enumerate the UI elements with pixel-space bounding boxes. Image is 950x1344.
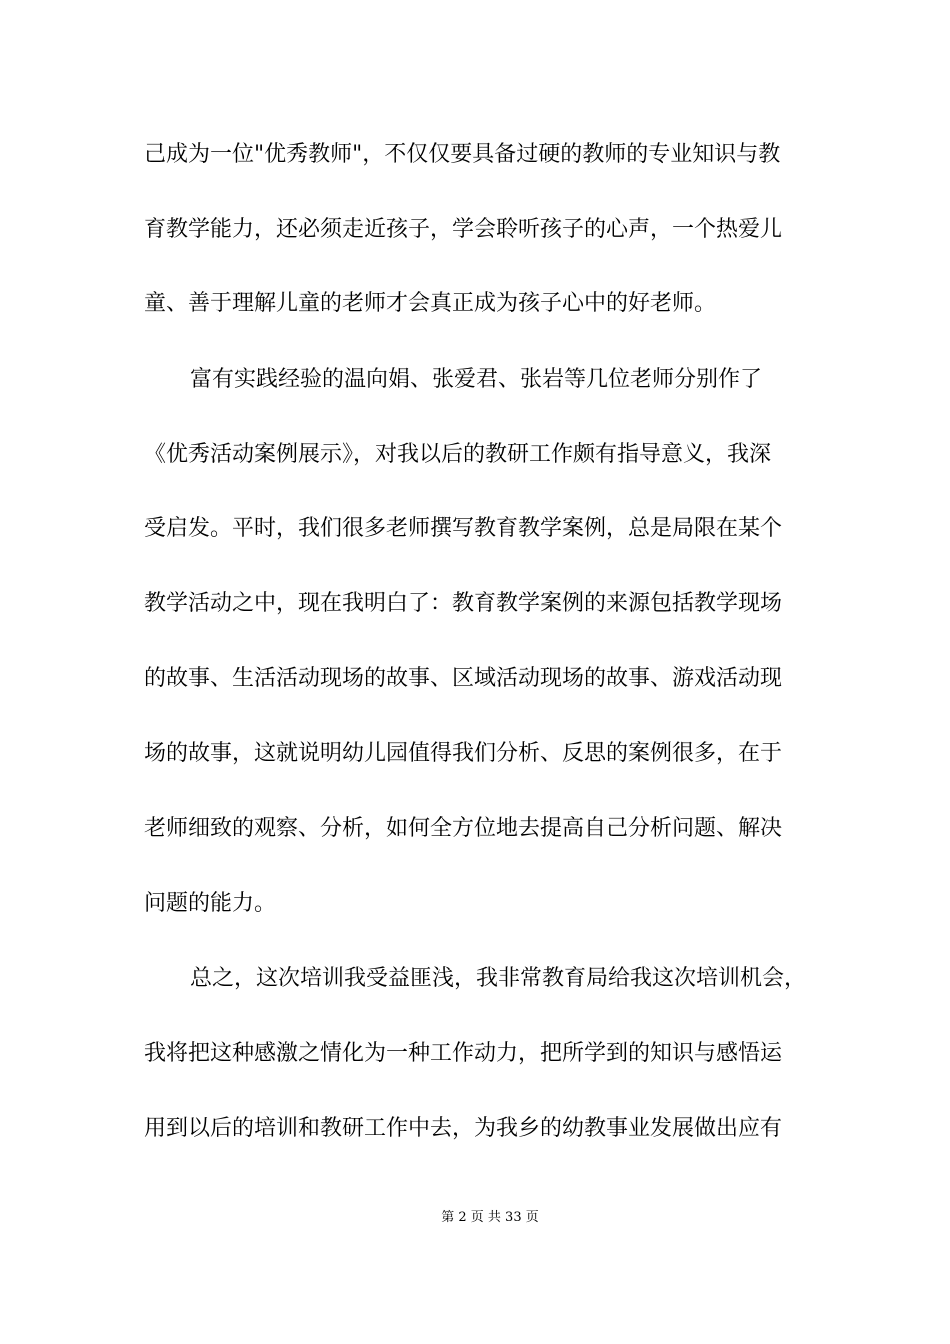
text-line: 老师细致的观察、分析，如何全方位地去提高自己分析问题、解决 bbox=[144, 816, 783, 841]
text-line: 总之，这次培训我受益匪浅，我非常教育局给我这次培训机会， bbox=[190, 966, 807, 991]
text-line: 富有实践经验的温向娟、张爱君、张岩等几位老师分别作了 bbox=[190, 367, 763, 392]
text-line: 用到以后的培训和教研工作中去，为我乡的幼教事业发展做出应有 bbox=[144, 1116, 783, 1141]
text-line: 受启发。平时，我们很多老师撰写教育教学案例，总是局限在某个 bbox=[144, 516, 783, 541]
text-line: 《优秀活动案例展示》，对我以后的教研工作颇有指导意义，我深 bbox=[144, 442, 772, 467]
text-line: 童、善于理解儿童的老师才会真正成为孩子心中的好老师。 bbox=[144, 291, 717, 316]
text-line: 场的故事，这就说明幼儿园值得我们分析、反思的案例很多，在于 bbox=[144, 741, 783, 766]
text-line: 教学活动之中，现在我明白了：教育教学案例的来源包括教学现场 bbox=[144, 591, 783, 616]
text-line: 的故事、生活活动现场的故事、区域活动现场的故事、游戏活动现 bbox=[144, 666, 783, 691]
page-number-footer: 第 2 页 共 33 页 bbox=[441, 1210, 539, 1225]
text-line: 己成为一位"优秀教师"，不仅仅要具备过硬的教师的专业知识与教 bbox=[144, 142, 781, 167]
text-line: 我将把这种感激之情化为一种工作动力，把所学到的知识与感悟运 bbox=[144, 1041, 783, 1066]
text-line: 育教学能力，还必须走近孩子，学会聆听孩子的心声，一个热爱儿 bbox=[144, 217, 783, 242]
text-line: 问题的能力。 bbox=[144, 891, 277, 916]
